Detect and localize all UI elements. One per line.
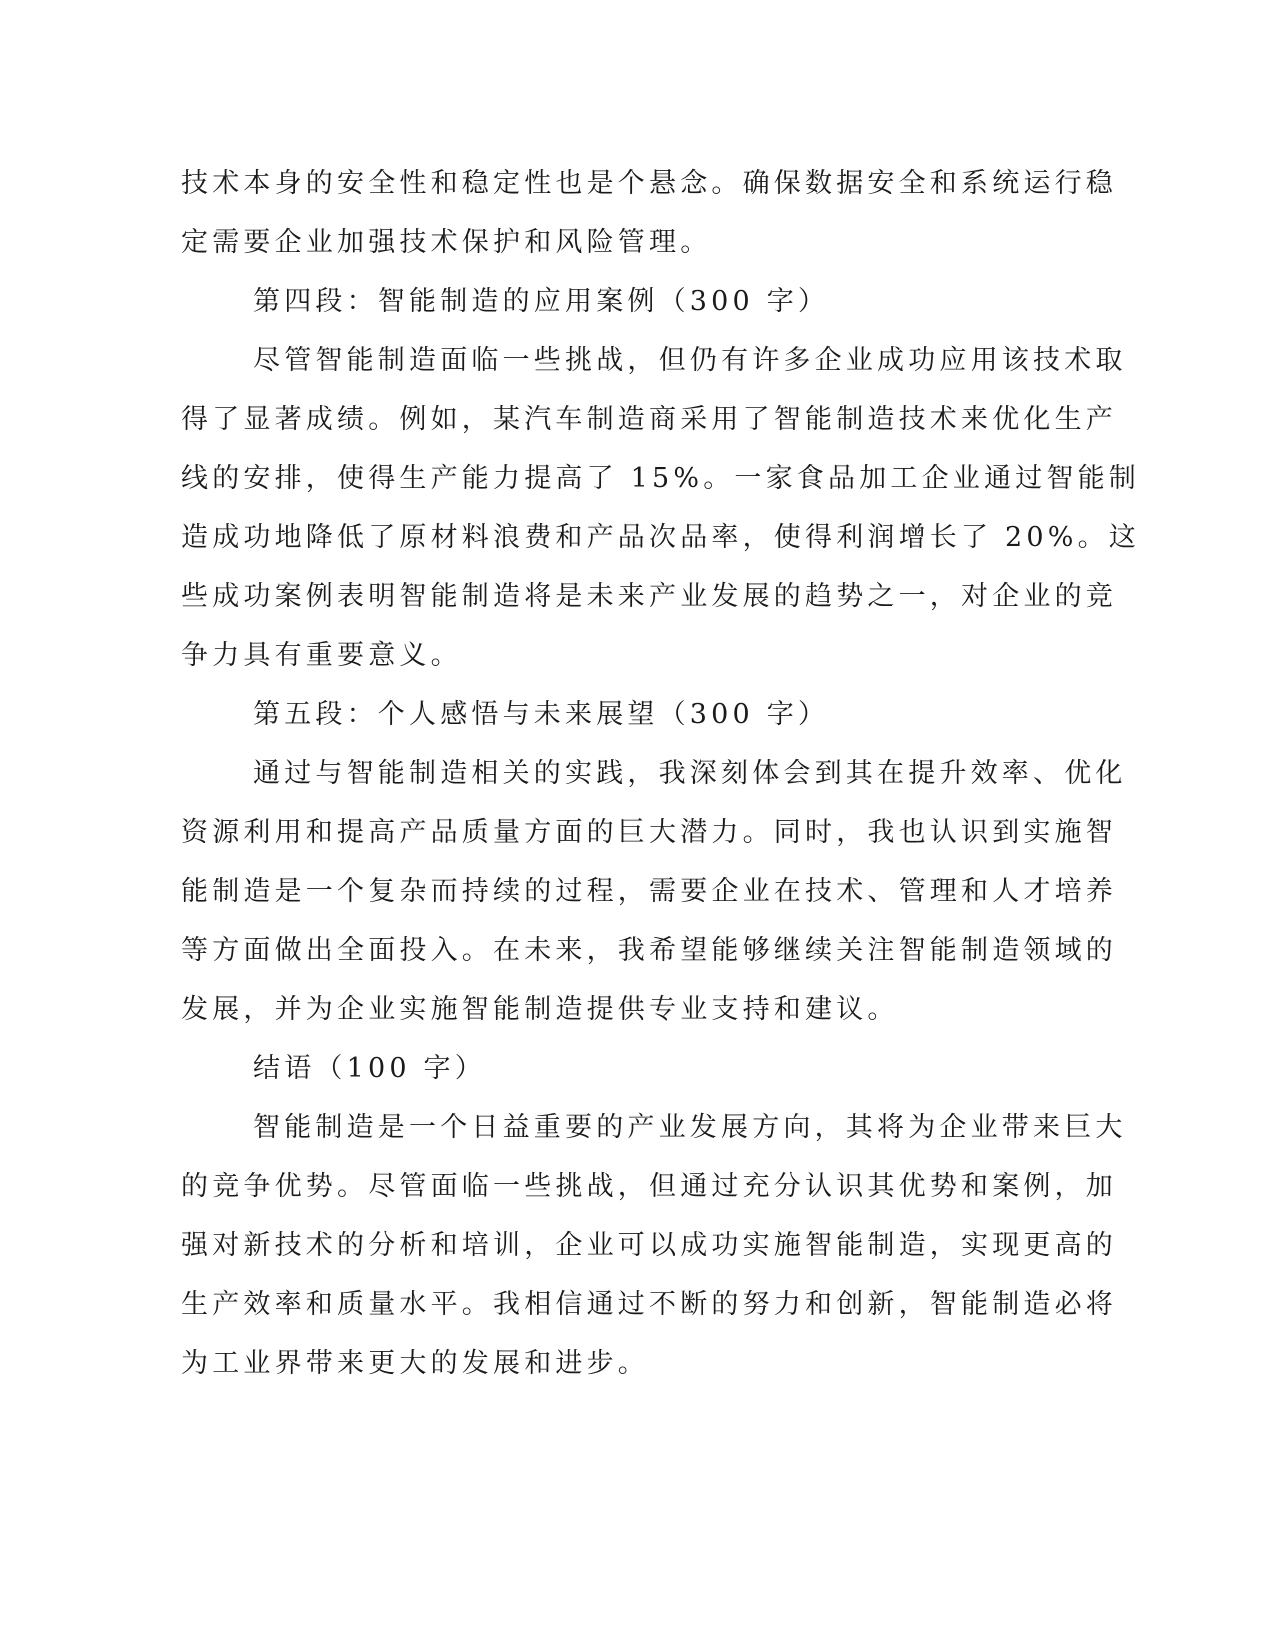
- text-line: 得了显著成绩。例如，某汽车制造商采用了智能制造技术来优化生产: [181, 404, 1117, 435]
- text-line: 强对新技术的分析和培训，企业可以成功实施智能制造，实现更高的: [181, 1230, 1117, 1261]
- text-line: 定需要企业加强技术保护和风险管理。: [181, 227, 712, 258]
- paragraph-conclusion: [181, 1098, 1127, 1393]
- section-heading-conclusion: [181, 1039, 1031, 1098]
- text-line: 争力具有重要意义。: [181, 640, 462, 671]
- text-line: 造成功地降低了原材料浪费和产品次品率，使得利润增长了 20%。这: [181, 522, 1140, 553]
- text-line: 些成功案例表明智能制造将是未来产业发展的趋势之一，对企业的竞: [181, 581, 1117, 612]
- text-line: 资源利用和提高产品质量方面的巨大潜力。同时，我也认识到实施智: [181, 817, 1117, 848]
- heading-text: 第五段：个人感悟与未来展望（300 字）: [253, 699, 830, 730]
- text-line: 线的安排，使得生产能力提高了 15%。一家食品加工企业通过智能制: [181, 463, 1140, 494]
- paragraph-reflection: [181, 744, 1127, 1039]
- text-line: 为工业界带来更大的发展和进步。: [181, 1348, 649, 1379]
- text-line: 等方面做出全面投入。在未来，我希望能够继续关注智能制造领域的: [181, 935, 1117, 966]
- text-line: 能制造是一个复杂而持续的过程，需要企业在技术、管理和人才培养: [181, 876, 1117, 907]
- text-line: 生产效率和质量水平。我相信通过不断的努力和创新，智能制造必将: [181, 1289, 1117, 1320]
- text-line: 智能制造是一个日益重要的产业发展方向，其将为企业带来巨大: [253, 1112, 1127, 1143]
- text-line: 技术本身的安全性和稳定性也是个悬念。确保数据安全和系统运行稳: [181, 168, 1117, 199]
- text-line: 发展，并为企业实施智能制造提供专业支持和建议。: [181, 994, 899, 1025]
- heading-text: 结语（100 字）: [253, 1053, 486, 1084]
- paragraph-continued: [181, 154, 1117, 272]
- paragraph-application-cases: [181, 331, 1140, 685]
- text-line: 通过与智能制造相关的实践，我深刻体会到其在提升效率、优化: [253, 758, 1127, 789]
- text-line: 尽管智能制造面临一些挑战，但仍有许多企业成功应用该技术取: [253, 345, 1127, 376]
- section-heading-5: [181, 685, 1031, 744]
- heading-text: 第四段：智能制造的应用案例（300 字）: [253, 286, 830, 317]
- document-body: [181, 154, 1140, 1393]
- section-heading-4: [181, 272, 1031, 331]
- text-line: 的竞争优势。尽管面临一些挑战，但通过充分认识其优势和案例，加: [181, 1171, 1117, 1202]
